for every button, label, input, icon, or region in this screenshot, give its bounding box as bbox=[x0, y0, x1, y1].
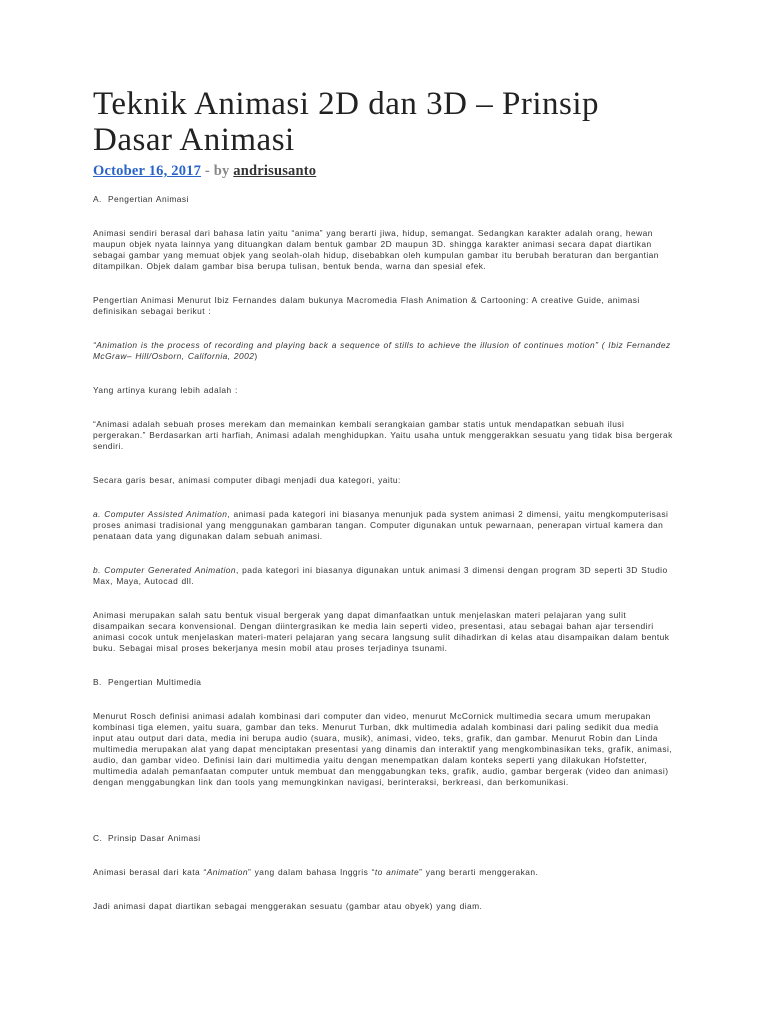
section-letter: B. bbox=[93, 677, 102, 687]
post-date-link[interactable]: October 16, 2017 bbox=[93, 163, 202, 179]
article bbox=[93, 86, 675, 912]
quote-text: “Animation is the process of recording and playing back a sequence of stills to achieve the illusion of continues motion” ( Ibiz Fernandez McGraw– Hill/Osborn, California, 2002 bbox=[93, 340, 671, 361]
category-term: b. Computer Generated Animation bbox=[93, 565, 236, 575]
quote-paragraph bbox=[93, 340, 675, 362]
text-run: ” yang berarti menggerakan. bbox=[419, 867, 539, 877]
paragraph: Pengertian Animasi Menurut Ibiz Fernandes dalam bukunya Macromedia Flash Animation & Cartooning: A creative Guide, animasi definisikan sebagai berikut : bbox=[93, 295, 640, 316]
category-text: , animasi pada kategori ini biasanya menunjuk pada system animasi 2 dimensi, yaitu mengkomputerisasi proses animasi tradisional yang menggunakan gambaran tangan. Computer digunakan untuk pewarnaan, penerapan virtual kamera dan penataan data yang digunakan dalam sebuah animasi. bbox=[93, 509, 669, 541]
section-heading-a bbox=[93, 194, 675, 205]
term-to-animate: to animate bbox=[374, 867, 420, 877]
section-heading-text: Prinsip Dasar Animasi bbox=[108, 833, 201, 843]
text-run: ” yang dalam bahasa Inggris “ bbox=[248, 867, 375, 877]
quote-close: ) bbox=[254, 351, 258, 361]
section-heading-text: Pengertian Multimedia bbox=[108, 677, 202, 687]
text-run: Animasi berasal dari kata “ bbox=[93, 867, 207, 877]
byline-separator: - by bbox=[201, 163, 234, 179]
page-title: Teknik Animasi 2D dan 3D – Prinsip Dasar Animasi bbox=[93, 86, 600, 158]
paragraph: Menurut Rosch definisi animasi adalah kombinasi dari computer dan video, menurut McCornick multimedia secara umum merupakan kombinasi tiga elemen, yaitu suara, gambar dan teks. Menurut Turban, dkk multimedia adalah kombinasi dari paling sedikit dua media input atau output dari data, media ini berupa audio (suara, musik), animasi, video, teks, grafik, dan gambar. Menurut Robin dan Linda multimedia merupakan alat yang dapat menciptakan presentasi yang dinamis dan interaktif yang mengkombinasikan teks, grafik, animasi, audio, dan gambar video. Definisi lain dari multimedia yaitu dengan menempatkan dalam konteks seperti yang dilakukan Hofstetter, multimedia adalah pemanfaatan computer untuk membuat dan menggabungkan teks, grafik, audio, gambar bergerak (video dan animasi) dengan menggabungkan link dan tools yang memungkinkan navigasi, berinteraksi, berkreasi, dan berkomunikasi. bbox=[93, 711, 673, 787]
section-heading-text: Pengertian Animasi bbox=[108, 194, 189, 204]
paragraph: Secara garis besar, animasi computer dibagi menjadi dua kategori, yaitu: bbox=[93, 475, 401, 485]
paragraph: Animasi sendiri berasal dari bahasa latin yaitu “anima” yang berarti jiwa, hidup, semangat. Sedangkan karakter adalah orang, hewan maupun objek nyata lainnya yang dituangkan dalam bentuk gambar 2D maupun 3D. shingga karakter animasi secara dapat diartikan sebagai gambar yang memuat objek yang seolah-olah hidup, disebabkan oleh kumpulan gambar itu berubah beraturan dan bergantian ditampilkan. Objek dalam gambar bisa berupa tulisan, bentuk benda, warna dan spesial efek. bbox=[93, 228, 659, 271]
category-paragraph-b bbox=[93, 565, 675, 587]
category-term: a. Computer Assisted Animation bbox=[93, 509, 228, 519]
paragraph: “Animasi adalah sebuah proses merekam dan memainkan kembali serangkaian gambar statis untuk mendapatkan sebuah ilusi pergerakan.” Berdasarkan arti harfiah, Animasi adalah menghidupkan. Yaitu usaha untuk menggerakkan sesuatu yang tidak bisa bergerak sendiri. bbox=[93, 419, 673, 451]
section-letter: C. bbox=[93, 833, 103, 843]
section-heading-b bbox=[93, 677, 675, 688]
paragraph bbox=[93, 867, 675, 878]
section-letter: A. bbox=[93, 194, 102, 204]
paragraph: Yang artinya kurang lebih adalah : bbox=[93, 385, 238, 395]
term-animation: Animation bbox=[206, 867, 248, 877]
paragraph: Animasi merupakan salah satu bentuk visual bergerak yang dapat dimanfaatkan untuk menjelaskan materi pelajaran yang sulit disampaikan secara konvensional. Dengan diintergrasikan ke media lain seperti video, presentasi, atau sebagai bahan ajar tersendiri animasi cocok untuk menjelaskan materi-materi pelajaran yang secara langsung sulit dihadirkan di kelas atau disampaikan dalam bentuk buku. Sebagai misal proses bekerjanya mesin mobil atau proses terjadinya tsunami. bbox=[93, 610, 670, 653]
section-heading-c bbox=[93, 833, 675, 844]
article-body bbox=[93, 194, 675, 912]
paragraph: Jadi animasi dapat diartikan sebagai menggerakan sesuatu (gambar atau obyek) yang diam. bbox=[93, 901, 483, 911]
author-link[interactable]: andrisusanto bbox=[233, 163, 317, 179]
category-paragraph-a bbox=[93, 509, 675, 542]
category-text: , pada kategori ini biasanya digunakan untuk animasi 3 dimensi dengan program 3D seperti 3D Studio Max, Maya, Autocad dll. bbox=[93, 565, 668, 586]
post-meta bbox=[93, 163, 675, 180]
